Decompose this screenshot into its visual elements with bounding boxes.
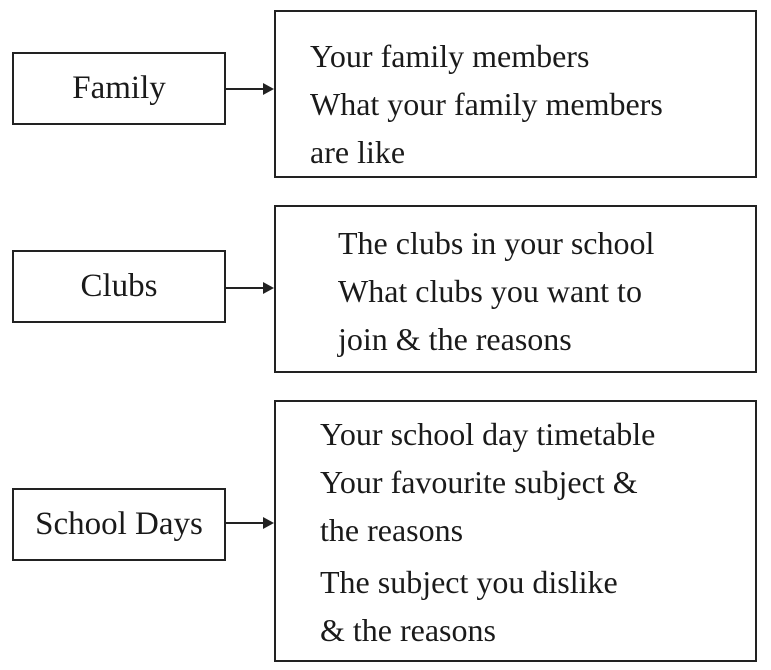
arrow-school-days xyxy=(226,517,274,529)
detail-line: The subject you dislike xyxy=(320,564,618,600)
detail-box-clubs xyxy=(274,205,757,373)
arrow-family xyxy=(226,83,274,95)
arrow-shaft xyxy=(226,88,264,90)
topic-box-clubs xyxy=(12,250,226,323)
detail-line: What clubs you want to xyxy=(338,273,642,309)
detail-line: What your family members xyxy=(310,86,663,122)
arrow-head xyxy=(263,83,274,95)
detail-line: Your family members xyxy=(310,38,590,74)
arrow-shaft xyxy=(226,287,264,289)
detail-line: & the reasons xyxy=(320,612,496,648)
arrow-shaft xyxy=(226,522,264,524)
topic-box-school-days xyxy=(12,488,226,561)
detail-line: Your school day timetable xyxy=(320,416,656,452)
topic-label-family: Family xyxy=(72,70,166,106)
arrow-head xyxy=(263,282,274,294)
topic-box-family xyxy=(12,52,226,125)
detail-line: join & the reasons xyxy=(338,321,572,357)
detail-line: the reasons xyxy=(320,512,464,548)
detail-line: The clubs in your school xyxy=(338,225,655,261)
detail-line: are like xyxy=(310,134,406,170)
topic-label-school-days: School Days xyxy=(35,506,203,542)
detail-box-family xyxy=(274,10,757,178)
detail-line: Your favourite subject & xyxy=(320,464,638,500)
arrow-clubs xyxy=(226,282,274,294)
arrow-head xyxy=(263,517,274,529)
detail-box-school-days xyxy=(274,400,757,662)
topic-label-clubs: Clubs xyxy=(80,268,158,304)
